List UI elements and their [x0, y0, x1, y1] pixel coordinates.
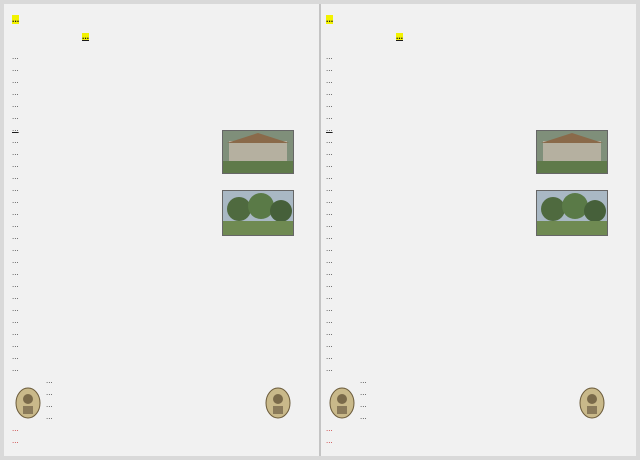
flyer-line: …: [360, 377, 367, 385]
flyer-line: …: [12, 209, 19, 217]
flyer-line: …: [326, 365, 333, 373]
photo-trees-field: [222, 190, 294, 236]
flyer-line: …: [12, 89, 19, 97]
flyer-line: …: [326, 233, 333, 241]
flyer-line: …: [12, 353, 19, 361]
scanned-sheet: [4, 4, 636, 456]
flyer-line: …: [326, 329, 333, 337]
flyer-line: …: [326, 245, 333, 253]
flyer-line: …: [12, 269, 19, 277]
flyer-line: …: [12, 245, 19, 253]
flyer-line: …: [326, 197, 333, 205]
flyer-line: …: [326, 257, 333, 265]
flyer-footer-notice: …: [326, 437, 333, 445]
flyer-line: …: [326, 173, 333, 181]
flyer-line: …: [326, 53, 333, 61]
flyer-line: …: [12, 173, 19, 181]
flyer-line: …: [12, 101, 19, 109]
flyer-line: …: [12, 197, 19, 205]
flyer-line: …: [12, 281, 19, 289]
flyer-line: …: [326, 137, 333, 145]
flyer-line: …: [12, 137, 19, 145]
flyer-line: …: [12, 65, 19, 73]
photo-school-building: [536, 130, 608, 174]
flyer-line: …: [12, 125, 19, 133]
flyer-left: [12, 14, 312, 448]
flyer-right: [326, 14, 626, 448]
flyer-line: …: [326, 149, 333, 157]
flyer-line: …: [326, 209, 333, 217]
flyer-line: …: [12, 161, 19, 169]
flyer-line: …: [326, 89, 333, 97]
flyer-line: …: [12, 293, 19, 301]
flyer-line: …: [326, 161, 333, 169]
photo-trees-field: [536, 190, 608, 236]
emblem-left-icon: [328, 386, 356, 420]
flyer-line: …: [326, 125, 333, 133]
flyer-line: …: [46, 377, 53, 385]
flyer-line: …: [12, 257, 19, 265]
flyer-line: …: [12, 365, 19, 373]
flyer-line: …: [12, 53, 19, 61]
flyer-line: …: [326, 113, 333, 121]
flyer-line: …: [12, 305, 19, 313]
page-fold: [319, 4, 321, 456]
flyer-line: …: [46, 413, 53, 421]
flyer-subtitle: …: [82, 33, 89, 41]
flyer-headline: …: [326, 15, 334, 24]
flyer-line: …: [326, 317, 333, 325]
flyer-line: …: [12, 149, 19, 157]
flyer-line: …: [326, 65, 333, 73]
flyer-line: …: [360, 413, 367, 421]
flyer-line: …: [326, 293, 333, 301]
emblem-right-icon: [264, 386, 292, 420]
flyer-line: …: [326, 185, 333, 193]
flyer-subtitle: …: [396, 33, 403, 41]
flyer-footer-notice: …: [12, 437, 19, 445]
flyer-line: …: [12, 221, 19, 229]
flyer-line: …: [12, 341, 19, 349]
flyer-footer-notice: …: [326, 425, 333, 433]
flyer-line: …: [326, 77, 333, 85]
flyer-line: …: [12, 233, 19, 241]
flyer-line: …: [360, 401, 367, 409]
emblem-left-icon: [14, 386, 42, 420]
photo-school-building: [222, 130, 294, 174]
flyer-line: …: [12, 113, 19, 121]
flyer-line: …: [326, 221, 333, 229]
flyer-headline: …: [12, 15, 20, 24]
flyer-line: …: [326, 281, 333, 289]
flyer-line: …: [12, 317, 19, 325]
flyer-line: …: [12, 185, 19, 193]
flyer-line: …: [46, 401, 53, 409]
flyer-footer-notice: …: [12, 425, 19, 433]
flyer-line: …: [326, 353, 333, 361]
flyer-line: …: [12, 329, 19, 337]
flyer-line: …: [326, 101, 333, 109]
flyer-line: …: [12, 77, 19, 85]
emblem-right-icon: [578, 386, 606, 420]
flyer-line: …: [326, 269, 333, 277]
flyer-line: …: [46, 389, 53, 397]
flyer-line: …: [326, 305, 333, 313]
flyer-line: …: [360, 389, 367, 397]
flyer-line: …: [326, 341, 333, 349]
